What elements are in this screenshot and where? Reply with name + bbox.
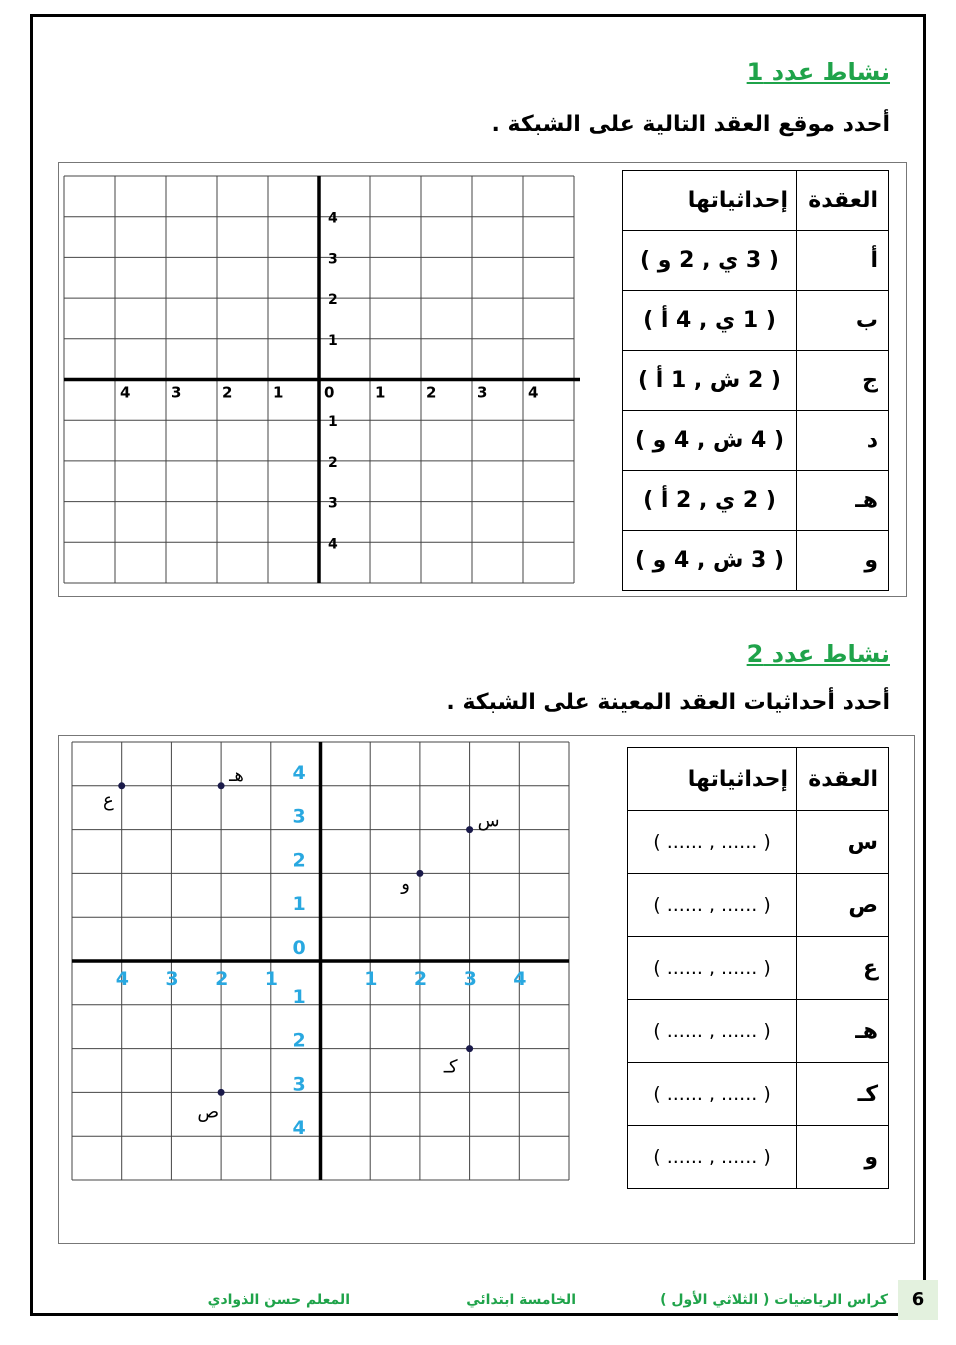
- point-marker: [118, 782, 125, 789]
- row-node: ع: [797, 937, 889, 1000]
- table-row: [628, 811, 889, 874]
- point-marker: [466, 826, 473, 833]
- y-tick-label: 3: [328, 251, 338, 268]
- table-row: [628, 1000, 889, 1063]
- row-coords: ( 1 ي , 4 أ ): [623, 291, 797, 351]
- point-marker: [218, 1089, 225, 1096]
- point-label: كـ: [443, 1056, 458, 1078]
- x-tick-label: 4: [528, 383, 539, 402]
- row-coords-blank[interactable]: ( ...... , ...... ): [628, 1063, 797, 1126]
- y-tick-label: 2: [292, 1029, 306, 1052]
- y-tick-label: 2: [292, 849, 306, 872]
- row-node: أ: [797, 231, 889, 291]
- row-node: كـ: [797, 1063, 889, 1126]
- y-tick-label: 1: [328, 332, 338, 349]
- row-coords: ( 4 ش , 4 و ): [623, 411, 797, 471]
- row-node: هـ: [797, 471, 889, 531]
- row-node: د: [797, 411, 889, 471]
- activity1-title: نشاط عدد 1: [746, 58, 890, 86]
- footer-grade: الخامسة ابتدائي: [466, 1292, 576, 1308]
- table-row: [628, 1126, 889, 1189]
- y-tick-label: 4: [292, 1117, 306, 1140]
- table-row: [623, 291, 889, 351]
- table-row: [628, 937, 889, 1000]
- x-tick-label: 2: [426, 383, 437, 402]
- x-tick-label: 3: [463, 968, 477, 990]
- x-tick-label: 2: [413, 968, 428, 990]
- point-label: و: [401, 873, 410, 895]
- table-row: [623, 411, 889, 471]
- y-tick-label: 4: [328, 536, 338, 553]
- y-tick-label: 1: [292, 985, 306, 1008]
- row-coords: ( 2 ي , 2 أ ): [623, 471, 797, 531]
- table-row: [628, 874, 889, 937]
- activity1-instruction: أحدد موقع العقد التالية على الشبكة .: [491, 112, 890, 137]
- x-tick-label: 1: [375, 383, 386, 402]
- point-marker: [466, 1045, 473, 1052]
- point-label: ع: [102, 789, 114, 811]
- activity2-grid: [70, 740, 574, 1184]
- activity2-title: نشاط عدد 2: [746, 640, 890, 668]
- y-tick-label: 1: [328, 414, 338, 431]
- x-tick-label: 1: [273, 383, 284, 402]
- footer-teacher: المعلم حسن الذوادي: [207, 1292, 350, 1308]
- x-tick-label: 1: [264, 968, 279, 990]
- header-coords: إحداثياتها: [628, 748, 797, 811]
- point-label: ص: [197, 1101, 220, 1123]
- header-coords: إحداثياتها: [623, 171, 797, 231]
- row-node: س: [797, 811, 889, 874]
- table-header-row: [623, 171, 889, 231]
- row-node: و: [797, 531, 889, 591]
- table-header-row: [628, 748, 889, 811]
- row-coords-blank[interactable]: ( ...... , ...... ): [628, 1000, 797, 1063]
- x-tick-label: 1: [364, 968, 378, 990]
- table-row: [628, 1063, 889, 1126]
- y-tick-label: 4: [292, 761, 306, 784]
- point-label: س: [477, 810, 500, 832]
- y-tick-label: 2: [328, 454, 338, 471]
- activity1-grid: [62, 174, 584, 586]
- footer-book: كراس الرياضيات ( الثلاثي الأول ): [660, 1292, 888, 1308]
- table-row: [623, 351, 889, 411]
- x-tick-label: 3: [165, 968, 179, 990]
- table-row: [623, 531, 889, 591]
- x-tick-label: 2: [215, 968, 229, 990]
- row-node: ص: [797, 874, 889, 937]
- row-coords: ( 3 ي , 2 و ): [623, 231, 797, 291]
- x-tick-label: 4: [120, 383, 131, 402]
- header-node: العقدة: [797, 748, 889, 811]
- x-tick-label: 2: [222, 383, 233, 402]
- x-tick-label: 3: [477, 383, 488, 402]
- table-row: [623, 231, 889, 291]
- point-label: هـ: [229, 764, 244, 786]
- x-tick-label: 3: [171, 383, 182, 402]
- activity1-table: [622, 170, 889, 591]
- y-tick-label: 0: [292, 937, 306, 959]
- activity2-instruction: أحدد أحداثيات العقد المعينة على الشبكة .: [446, 690, 890, 715]
- y-tick-label: 3: [328, 495, 338, 512]
- point-marker: [218, 782, 225, 789]
- row-coords-blank[interactable]: ( ...... , ...... ): [628, 937, 797, 1000]
- page-number: 6: [898, 1280, 938, 1320]
- table-row: [623, 471, 889, 531]
- activity2-table: [627, 747, 889, 1189]
- x-tick-label: 0: [324, 383, 335, 402]
- y-tick-label: 3: [292, 805, 306, 828]
- row-node: ج: [797, 351, 889, 411]
- y-tick-label: 1: [292, 893, 306, 916]
- row-coords: ( 3 ش , 4 و ): [623, 531, 797, 591]
- y-tick-label: 3: [292, 1073, 306, 1096]
- row-node: و: [797, 1126, 889, 1189]
- row-coords: ( 2 ش , 1 أ ): [623, 351, 797, 411]
- x-tick-label: 4: [513, 968, 527, 990]
- row-coords-blank[interactable]: ( ...... , ...... ): [628, 811, 797, 874]
- row-node: ب: [797, 291, 889, 351]
- y-tick-label: 4: [328, 210, 338, 227]
- row-coords-blank[interactable]: ( ...... , ...... ): [628, 1126, 797, 1189]
- row-node: هـ: [797, 1000, 889, 1063]
- header-node: العقدة: [797, 171, 889, 231]
- x-tick-label: 4: [115, 968, 129, 990]
- row-coords-blank[interactable]: ( ...... , ...... ): [628, 874, 797, 937]
- y-tick-label: 2: [328, 292, 338, 309]
- point-marker: [416, 870, 423, 877]
